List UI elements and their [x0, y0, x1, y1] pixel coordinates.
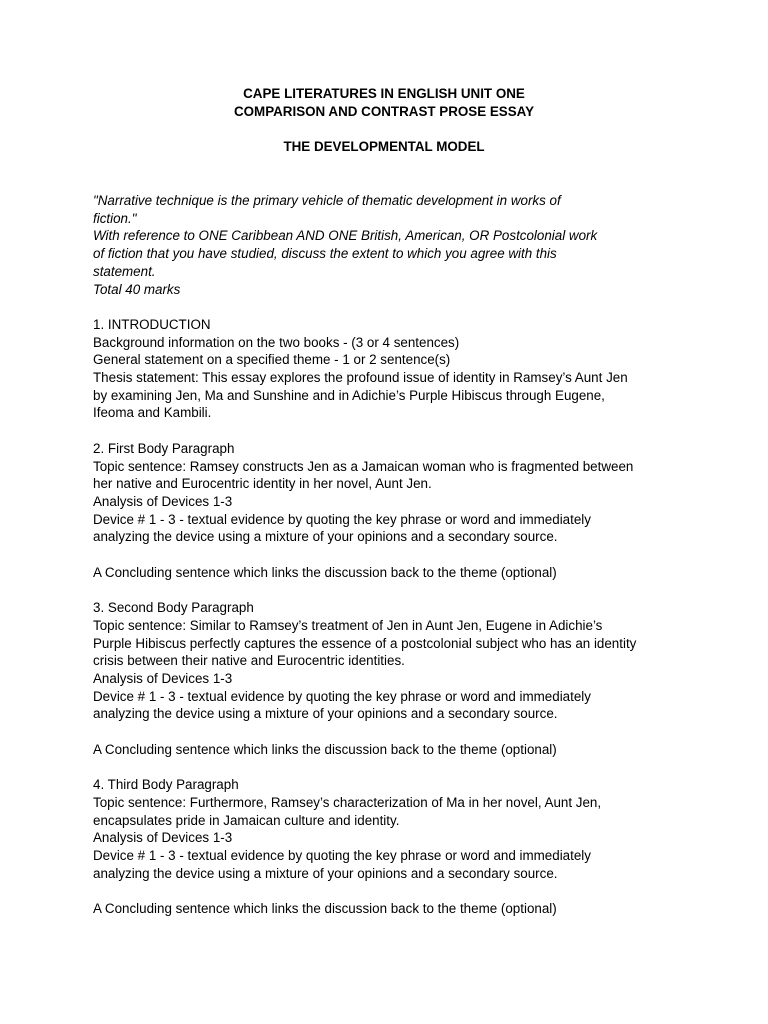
section-line: by examining Jen, Ma and Sunshine and in Adichie’s Purple Hibiscus through Eugene, [93, 387, 605, 403]
section-line: Topic sentence: Ramsey constructs Jen as a Jamaican woman who is fragmented between [93, 458, 634, 474]
section-line: encapsulates pride in Jamaican culture and identity. [93, 812, 400, 828]
section-line: Thesis statement: This essay explores the profound issue of identity in Ramsey’s Aunt Jen [93, 370, 628, 386]
section-heading: 2. First Body Paragraph [93, 440, 235, 456]
section-heading: 1. INTRODUCTION [93, 316, 211, 332]
section-line: Ifeoma and Kambili. [93, 405, 212, 421]
section-line: Topic sentence: Furthermore, Ramsey’s characterization of Ma in her novel, Aunt Jen, [93, 794, 602, 810]
section-line: analyzing the device using a mixture of your opinions and a secondary source. [93, 706, 558, 722]
prompt-line: fiction." [93, 210, 137, 226]
section-third-body [93, 776, 693, 918]
concluding-sentence: A Concluding sentence which links the discussion back to the theme (optional) [93, 901, 557, 917]
section-line: Analysis of Devices 1-3 [93, 493, 233, 509]
document-title-line-2: COMPARISON AND CONTRAST PROSE ESSAY [233, 103, 535, 119]
section-first-body [93, 440, 693, 582]
section-line: Analysis of Devices 1-3 [93, 670, 233, 686]
concluding-sentence: A Concluding sentence which links the discussion back to the theme (optional) [93, 741, 557, 757]
section-heading: 3. Second Body Paragraph [93, 600, 254, 616]
document-subtitle: THE DEVELOPMENTAL MODEL [283, 138, 485, 154]
prompt-line: "Narrative technique is the primary vehicle of thematic development in works of [93, 193, 561, 208]
prompt-line: statement. [93, 263, 156, 279]
section-line: crisis between their native and Eurocentric identities. [93, 653, 405, 669]
blank-line [93, 882, 693, 900]
blank-line [93, 581, 693, 599]
blank-line [93, 723, 693, 741]
document-title-line-1: CAPE LITERATURES IN ENGLISH UNIT ONE [243, 86, 525, 101]
title-block [0, 85, 768, 155]
section-line: Analysis of Devices 1-3 [93, 830, 233, 846]
section-line: Device # 1 - 3 - textual evidence by quoting the key phrase or word and immediately [93, 847, 591, 863]
blank-line [93, 546, 693, 564]
section-line: her native and Eurocentric identity in her novel, Aunt Jen. [93, 476, 432, 492]
section-line: General statement on a specified theme - 1 or 2 sentence(s) [93, 352, 451, 368]
section-line: Topic sentence: Similar to Ramsey’s treatment of Jen in Aunt Jen, Eugene in Adichie’s [93, 617, 603, 633]
prompt-line: of fiction that you have studied, discuss the extent to which you agree with this [93, 246, 557, 262]
blank-line [93, 298, 693, 316]
section-line: Purple Hibiscus perfectly captures the essence of a postcolonial subject who has an identity [93, 635, 637, 651]
document-body [93, 192, 693, 918]
section-line: analyzing the device using a mixture of your opinions and a secondary source. [93, 529, 558, 545]
prompt-line: With reference to ONE Caribbean AND ONE British, American, OR Postcolonial work [93, 228, 598, 244]
spacer [0, 120, 768, 138]
section-introduction [93, 316, 693, 422]
section-heading: 4. Third Body Paragraph [93, 777, 239, 793]
section-line: Device # 1 - 3 - textual evidence by quoting the key phrase or word and immediately [93, 688, 591, 704]
section-line: Device # 1 - 3 - textual evidence by quoting the key phrase or word and immediately [93, 511, 591, 527]
concluding-sentence: A Concluding sentence which links the discussion back to the theme (optional) [93, 564, 557, 580]
essay-prompt [93, 192, 693, 298]
section-line: Background information on the two books - (3 or 4 sentences) [93, 334, 460, 350]
blank-line [93, 422, 693, 440]
section-line: analyzing the device using a mixture of your opinions and a secondary source. [93, 865, 558, 881]
blank-line [93, 758, 693, 776]
total-marks: Total 40 marks [93, 281, 181, 297]
section-second-body [93, 599, 693, 758]
